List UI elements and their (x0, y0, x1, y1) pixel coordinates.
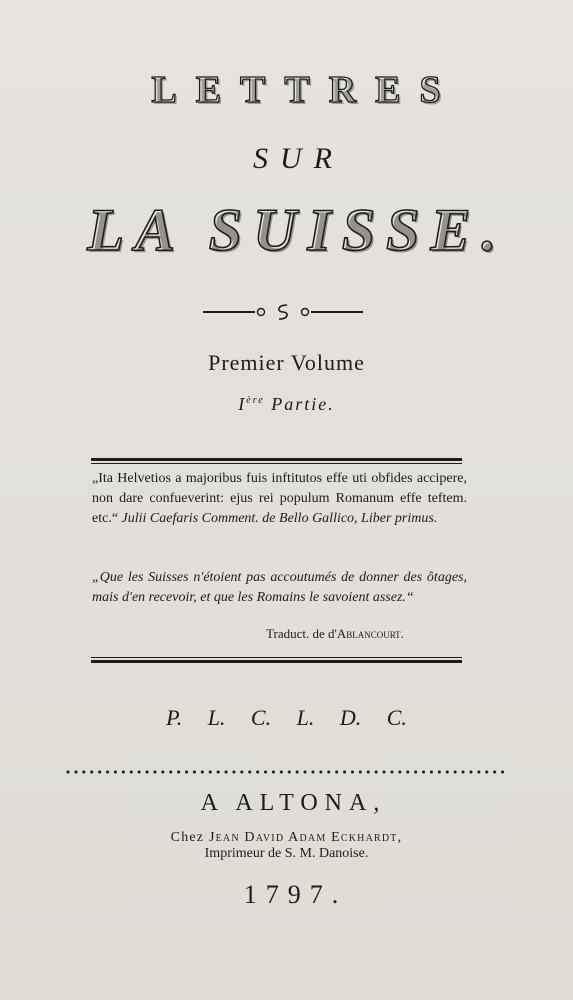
translator-name: Ablancourt. (336, 626, 404, 641)
title-line-lettres: LETTRES (151, 69, 460, 111)
latin-epigraph (92, 469, 467, 529)
partie-word: Partie. (271, 394, 335, 414)
translation-credit (266, 626, 404, 642)
imprint-imprimeur: Imprimeur de S. M. Danoise. (204, 846, 369, 861)
title-line-sur: SUR (253, 142, 344, 175)
partie-label (0, 394, 573, 415)
translation-prefix: Traduct. de d' (266, 626, 337, 641)
top-double-rule (91, 458, 462, 461)
title-line-la-suisse: LA SUISSE. (87, 197, 508, 263)
ornament-divider (203, 301, 363, 323)
imprint-year: 1797. (243, 880, 348, 909)
latin-quote-source: Julii Caefaris Comment. de Bello Gallico, Liber primus. (121, 511, 438, 526)
latin-quote-text: „Ita Helvetios a majoribus fuis inftitutos effe uti obfides accipere, non dare confueverint: ejus rei populum Romanum effe teftem. etc.“ (92, 471, 467, 526)
imprint-place: A ALTONA, (200, 790, 387, 816)
partie-numeral: I (238, 394, 247, 414)
author-initials: P. L. C. L. D. C. (166, 705, 407, 730)
bottom-double-rule (91, 657, 462, 658)
dotted-rule (66, 768, 506, 776)
partie-superscript: ère (246, 395, 265, 406)
imprint-printer-name: Jean David Adam Eckhardt, (208, 830, 403, 845)
volume-label: Premier Volume (208, 350, 365, 375)
french-quote-text: „Que les Suisses n'étoient pas accoutumés de donner des ôtages, mais d'en recevoir, et que les Romains le savoient assez.“ (92, 570, 467, 605)
imprint-chez: Chez (170, 830, 205, 845)
imprint-printer-line (0, 830, 573, 846)
french-epigraph (92, 568, 467, 608)
